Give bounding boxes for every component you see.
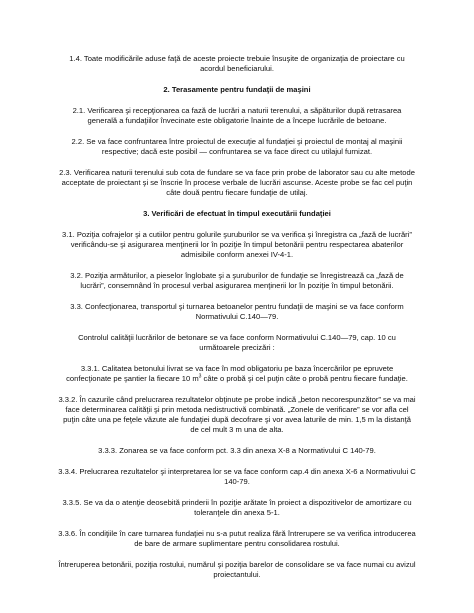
- paragraph-3-3-1: [58, 364, 416, 384]
- paragraph-2-1: 2.1. Verificarea şi recepţionarea ca fază de lucrări a naturii terenului, a săpăturilor după retrasarea generală a fundaţiilor învecinate este obligatorie înainte de a începe lucrările de betoane.: [72, 106, 402, 125]
- section-2-heading: 2. Terasamente pentru fundaţii de maşini: [163, 85, 311, 94]
- paragraph-2-3: 2.3. Verificarea naturii terenului sub cota de fundare se va face prin probe de laborator sau cu alte metode acceptate de proiectant şi se înscrie în procese verbale de lucrări ascunse. Aceste probe se fac cel puţin câte două pentru fiecare fundaţie de utilaj.: [59, 168, 415, 197]
- paragraph-1-4: 1.4. Toate modificările aduse faţă de aceste proiecte trebuie însuşite de organizaţia de proiectare cu acordul beneficiarului.: [69, 54, 405, 73]
- paragraph-interruption: Întreruperea betonării, poziţia rostului, numărul şi poziţia barelor de consolidare se va face numai cu avizul proiectantului.: [58, 560, 416, 579]
- section-3-heading: 3. Verificări de efectuat în timpul executării fundaţiei: [143, 209, 331, 218]
- paragraph-control: Controlul calităţii lucrărilor de betonare se va face conform Normativului C.140—79, cap. 10 cu următoarele precizări :: [78, 333, 396, 352]
- paragraph-3-3-1-text-b: câte o probă şi cel puţin câte o probă pentru fiecare fundaţie.: [201, 374, 408, 383]
- paragraph-3-2: 3.2. Poziţia armăturilor, a pieselor înglobate şi a şuruburilor de fundaţie se înregistrează ca „fază de lucrări”, consemnând în procesul verbal asigurarea menţinerii lor în poziţie în timpul betonării.: [70, 271, 404, 290]
- paragraph-2-2: 2.2. Se va face confruntarea între proiectul de execuţie al fundaţiei şi proiectul de montaj al maşinii respective; dacă este posibil — confruntarea se va face direct cu utilajul furnizat.: [71, 137, 403, 156]
- paragraph-3-3-5: 3.3.5. Se va da o atenţie deosebită prinderii în poziţie arătate în proiect a dispozitivelor de amortizare cu toleranţele din anexa 5-1.: [62, 498, 412, 517]
- cubic-superscript: 3: [198, 373, 202, 380]
- paragraph-3-3-2: 3.3.2. În cazurile când prelucrarea rezultatelor obţinute pe probe indică „beton necorespunzător” se va mai face determinarea calităţii şi prin metoda nedistructivă combinată. „Zonele de verificare” se vor afla cel puţin câte una pe feţele văzute ale fundaţiei după decofrare şi vor avea laturile de min. 1,5 m la distanţă de cel mult 3 m una de alta.: [58, 395, 416, 434]
- paragraph-3-3: 3.3. Confecţionarea, transportul şi turnarea betoanelor pentru fundaţii de maşini se va face conform Normativului C.140—79.: [70, 302, 404, 321]
- paragraph-3-3-1-text-a: 3.3.1. Calitatea betonului livrat se va face în mod obligatoriu pe baza încercărilor pe epruvete confecţionate pe şantier la fiecare 10 m: [66, 364, 394, 383]
- paragraph-3-3-4: 3.3.4. Prelucrarea rezultatelor şi interpretarea lor se va face conform cap.4 din anexa X-6 a Normativului C 140-79.: [58, 467, 416, 486]
- paragraph-3-3-3: 3.3.3. Zonarea se va face conform pct. 3.3 din anexa X-8 a Normativului C 140-79.: [98, 446, 376, 455]
- paragraph-3-3-6: 3.3.6. În condiţiile în care turnarea fundaţiei nu s-a putut realiza fără întrerupere se va verifica introducerea de bare de armare suplimentare pentru consolidarea rostului.: [58, 529, 416, 548]
- paragraph-3-1: 3.1. Poziţia cofrajelor şi a cutiilor pentru golurile şuruburilor se va verifica şi înregistra ca „fază de lucrări” verificându-se şi asigurarea menţinerii lor în poziţie în timpul betonării pentru respectarea abaterilor admisibile conform anexei IV-4-1.: [62, 230, 412, 259]
